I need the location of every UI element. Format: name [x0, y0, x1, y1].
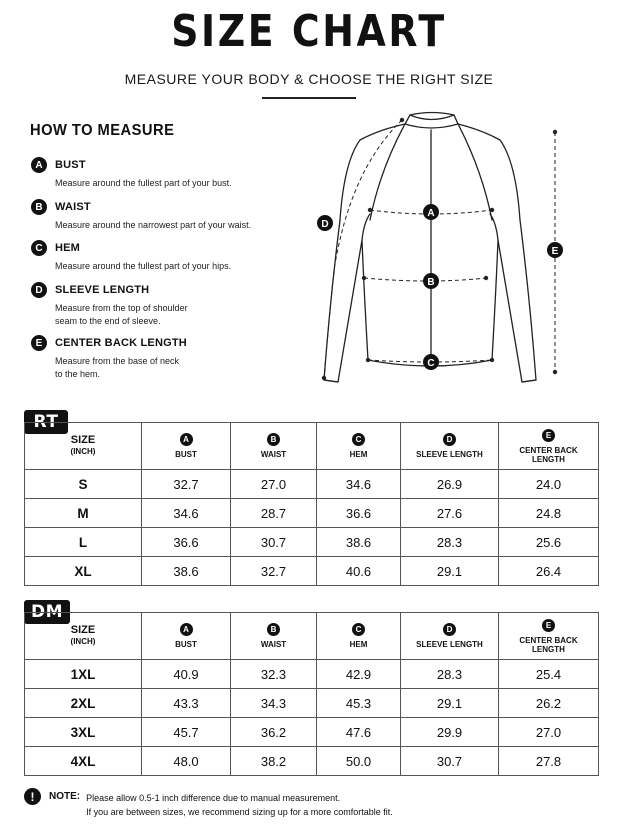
measure-item-head: [31, 157, 291, 173]
value-cell: 30.7: [401, 747, 499, 776]
column-header-text: SLEEVE LENGTH: [416, 640, 483, 649]
column-header-bust: [142, 613, 231, 660]
size-cell: 3XL: [25, 718, 142, 747]
size-cell: S: [25, 470, 142, 499]
exclamation-icon: !: [24, 788, 41, 805]
value-cell: 25.6: [499, 528, 599, 557]
size-cell: XL: [25, 557, 142, 586]
body-outline: [324, 124, 536, 382]
column-header-inner: [231, 433, 316, 459]
svg-text:B: B: [427, 277, 435, 288]
column-header-text: LENGTH: [532, 644, 565, 654]
diagram-marker-c: [423, 354, 439, 370]
table-row: [25, 499, 599, 528]
value-cell: 27.0: [499, 718, 599, 747]
column-header-sleeve-length: [401, 613, 499, 660]
column-header-inner: [231, 623, 316, 649]
value-cell: 27.8: [499, 747, 599, 776]
measure-item-head: [31, 199, 291, 215]
letter-marker: A: [180, 623, 193, 636]
jacket-diagram: [300, 110, 590, 400]
value-cell: 40.6: [317, 557, 401, 586]
column-header-waist: [231, 613, 317, 660]
column-header-text: HEM: [349, 640, 368, 649]
size-table-rt: [24, 422, 599, 586]
letter-marker: B: [31, 199, 47, 215]
value-cell: 26.4: [499, 557, 599, 586]
measure-item-sleeve-length: [31, 282, 291, 328]
size-cell: 2XL: [25, 689, 142, 718]
measure-desc: [55, 177, 291, 190]
column-header-sleeve-length: [401, 423, 499, 470]
column-header-bust: [142, 423, 231, 470]
column-header-hem: [317, 423, 401, 470]
measure-desc-line: Measure from the top of shoulder: [55, 303, 188, 313]
value-cell: 34.6: [317, 470, 401, 499]
value-cell: 38.6: [142, 557, 231, 586]
measure-name: HEM: [55, 242, 81, 254]
value-cell: 32.3: [231, 660, 317, 689]
letter-marker: A: [31, 157, 47, 173]
letter-marker: A: [180, 433, 193, 446]
measure-desc-line: seam to the end of sleeve.: [55, 316, 161, 326]
how-to-measure-title: HOW TO MEASURE: [30, 122, 175, 139]
measure-desc: [55, 219, 291, 232]
page-title: SIZE CHART: [171, 6, 447, 57]
size-cell: 4XL: [25, 747, 142, 776]
letter-marker: D: [443, 433, 456, 446]
size-header-text: SIZE: [70, 624, 96, 636]
value-cell: 47.6: [317, 718, 401, 747]
column-header-text: BUST: [175, 640, 197, 649]
value-cell: 32.7: [231, 557, 317, 586]
value-cell: 26.9: [401, 470, 499, 499]
measure-name: BUST: [55, 159, 86, 171]
column-header-text: SLEEVE LENGTH: [416, 450, 483, 459]
size-cell: 1XL: [25, 660, 142, 689]
collar-outline: [405, 113, 458, 125]
value-cell: 28.3: [401, 528, 499, 557]
column-header-text: CENTER BACK: [519, 445, 578, 455]
measure-desc-line: Measure around the fullest part of your bust.: [55, 178, 232, 188]
unit-label: (INCH): [70, 447, 96, 456]
letter-marker: B: [267, 433, 280, 446]
value-cell: 29.1: [401, 557, 499, 586]
measure-item-head: [31, 335, 291, 351]
measure-item-waist: [31, 199, 291, 232]
value-cell: 34.3: [231, 689, 317, 718]
size-column-header: [25, 613, 142, 660]
column-header-inner: [401, 433, 498, 459]
note-text: [86, 791, 393, 819]
letter-marker: C: [352, 623, 365, 636]
value-cell: 24.0: [499, 470, 599, 499]
measure-item-center-back-length: [31, 335, 291, 381]
table-row: [25, 557, 599, 586]
unit-label: (INCH): [70, 637, 96, 646]
value-cell: 50.0: [317, 747, 401, 776]
measure-item-head: [31, 240, 291, 256]
size-cell: L: [25, 528, 142, 557]
size-table-dm: [24, 612, 599, 776]
subtitle-underline: [262, 97, 356, 99]
measure-desc-line: Measure around the fullest part of your hips.: [55, 261, 232, 271]
measure-item-bust: [31, 157, 291, 190]
column-header-waist: [231, 423, 317, 470]
value-cell: 28.3: [401, 660, 499, 689]
value-cell: 29.1: [401, 689, 499, 718]
value-cell: 43.3: [142, 689, 231, 718]
value-cell: 26.2: [499, 689, 599, 718]
size-header-label: [25, 624, 141, 648]
page-subtitle: MEASURE YOUR BODY & CHOOSE THE RIGHT SIZE: [124, 71, 494, 87]
value-cell: 45.3: [317, 689, 401, 718]
measure-name: WAIST: [55, 201, 91, 213]
note-line: Please allow 0.5-1 inch difference due to manual measurement.: [86, 793, 341, 803]
measure-desc-line: Measure around the narrowest part of your waist.: [55, 220, 252, 230]
column-header-hem: [317, 613, 401, 660]
diagram-marker-a: [423, 204, 439, 220]
diagram-marker-d: [317, 215, 333, 231]
table-row: [25, 660, 599, 689]
letter-marker: E: [542, 429, 555, 442]
table-row: [25, 689, 599, 718]
table-row: [25, 718, 599, 747]
table-row: [25, 470, 599, 499]
column-header-text: BUST: [175, 450, 197, 459]
table-header-row: [25, 613, 599, 660]
column-header-center-back-length: [499, 613, 599, 660]
column-header-inner: [142, 623, 230, 649]
measure-name: CENTER BACK LENGTH: [55, 337, 187, 349]
column-header-inner: [317, 433, 400, 459]
svg-text:A: A: [427, 208, 435, 219]
diagram-marker-b: [423, 273, 439, 289]
letter-marker: E: [31, 335, 47, 351]
column-header-text: WAIST: [260, 640, 287, 649]
column-header-text: WAIST: [260, 450, 287, 459]
value-cell: 38.2: [231, 747, 317, 776]
measure-name: SLEEVE LENGTH: [55, 284, 150, 296]
measure-desc: [55, 302, 291, 328]
column-header-text: LENGTH: [532, 454, 565, 464]
measure-desc: [55, 355, 291, 381]
value-cell: 25.4: [499, 660, 599, 689]
value-cell: 34.6: [142, 499, 231, 528]
value-cell: 28.7: [231, 499, 317, 528]
note-section: [24, 788, 393, 819]
value-cell: 45.7: [142, 718, 231, 747]
measure-item-head: [31, 282, 291, 298]
column-header-inner: [401, 623, 498, 649]
value-cell: 36.6: [317, 499, 401, 528]
value-cell: 29.9: [401, 718, 499, 747]
column-header-inner: [142, 433, 230, 459]
letter-marker: E: [542, 619, 555, 632]
table-row: [25, 747, 599, 776]
value-cell: 40.9: [142, 660, 231, 689]
column-header-center-back-length: [499, 423, 599, 470]
letter-marker: D: [31, 282, 47, 298]
value-cell: 38.6: [317, 528, 401, 557]
table-tag-rt: RT: [24, 410, 68, 434]
table-tag-dm: DM: [24, 600, 70, 624]
note-line: If you are between sizes, we recommend sizing up for a more comfortable fit.: [86, 807, 393, 817]
value-cell: 48.0: [142, 747, 231, 776]
diagram-marker-e: [547, 242, 563, 258]
value-cell: 24.8: [499, 499, 599, 528]
measure-desc-line: Measure from the base of neck: [55, 356, 180, 366]
value-cell: 27.0: [231, 470, 317, 499]
column-header-text: CENTER BACK: [519, 635, 578, 645]
letter-marker: C: [31, 240, 47, 256]
column-header-inner: [499, 619, 598, 654]
measure-item-hem: [31, 240, 291, 273]
size-cell: M: [25, 499, 142, 528]
value-cell: 36.6: [142, 528, 231, 557]
size-header-text: SIZE: [70, 434, 96, 446]
letter-marker: B: [267, 623, 280, 636]
measure-desc: [55, 260, 291, 273]
svg-text:D: D: [321, 219, 329, 230]
column-header-text: HEM: [349, 450, 368, 459]
value-cell: 27.6: [401, 499, 499, 528]
value-cell: 42.9: [317, 660, 401, 689]
table-row: [25, 528, 599, 557]
value-cell: 36.2: [231, 718, 317, 747]
note-label: NOTE:: [49, 791, 81, 802]
measure-desc-line: to the hem.: [55, 369, 101, 379]
value-cell: 30.7: [231, 528, 317, 557]
value-cell: 32.7: [142, 470, 231, 499]
size-header-label: [25, 434, 141, 458]
letter-marker: C: [352, 433, 365, 446]
letter-marker: D: [443, 623, 456, 636]
column-header-inner: [317, 623, 400, 649]
svg-text:E: E: [551, 246, 559, 257]
column-header-inner: [499, 429, 598, 464]
table-header-row: [25, 423, 599, 470]
size-column-header: [25, 423, 142, 470]
svg-text:C: C: [427, 358, 435, 369]
